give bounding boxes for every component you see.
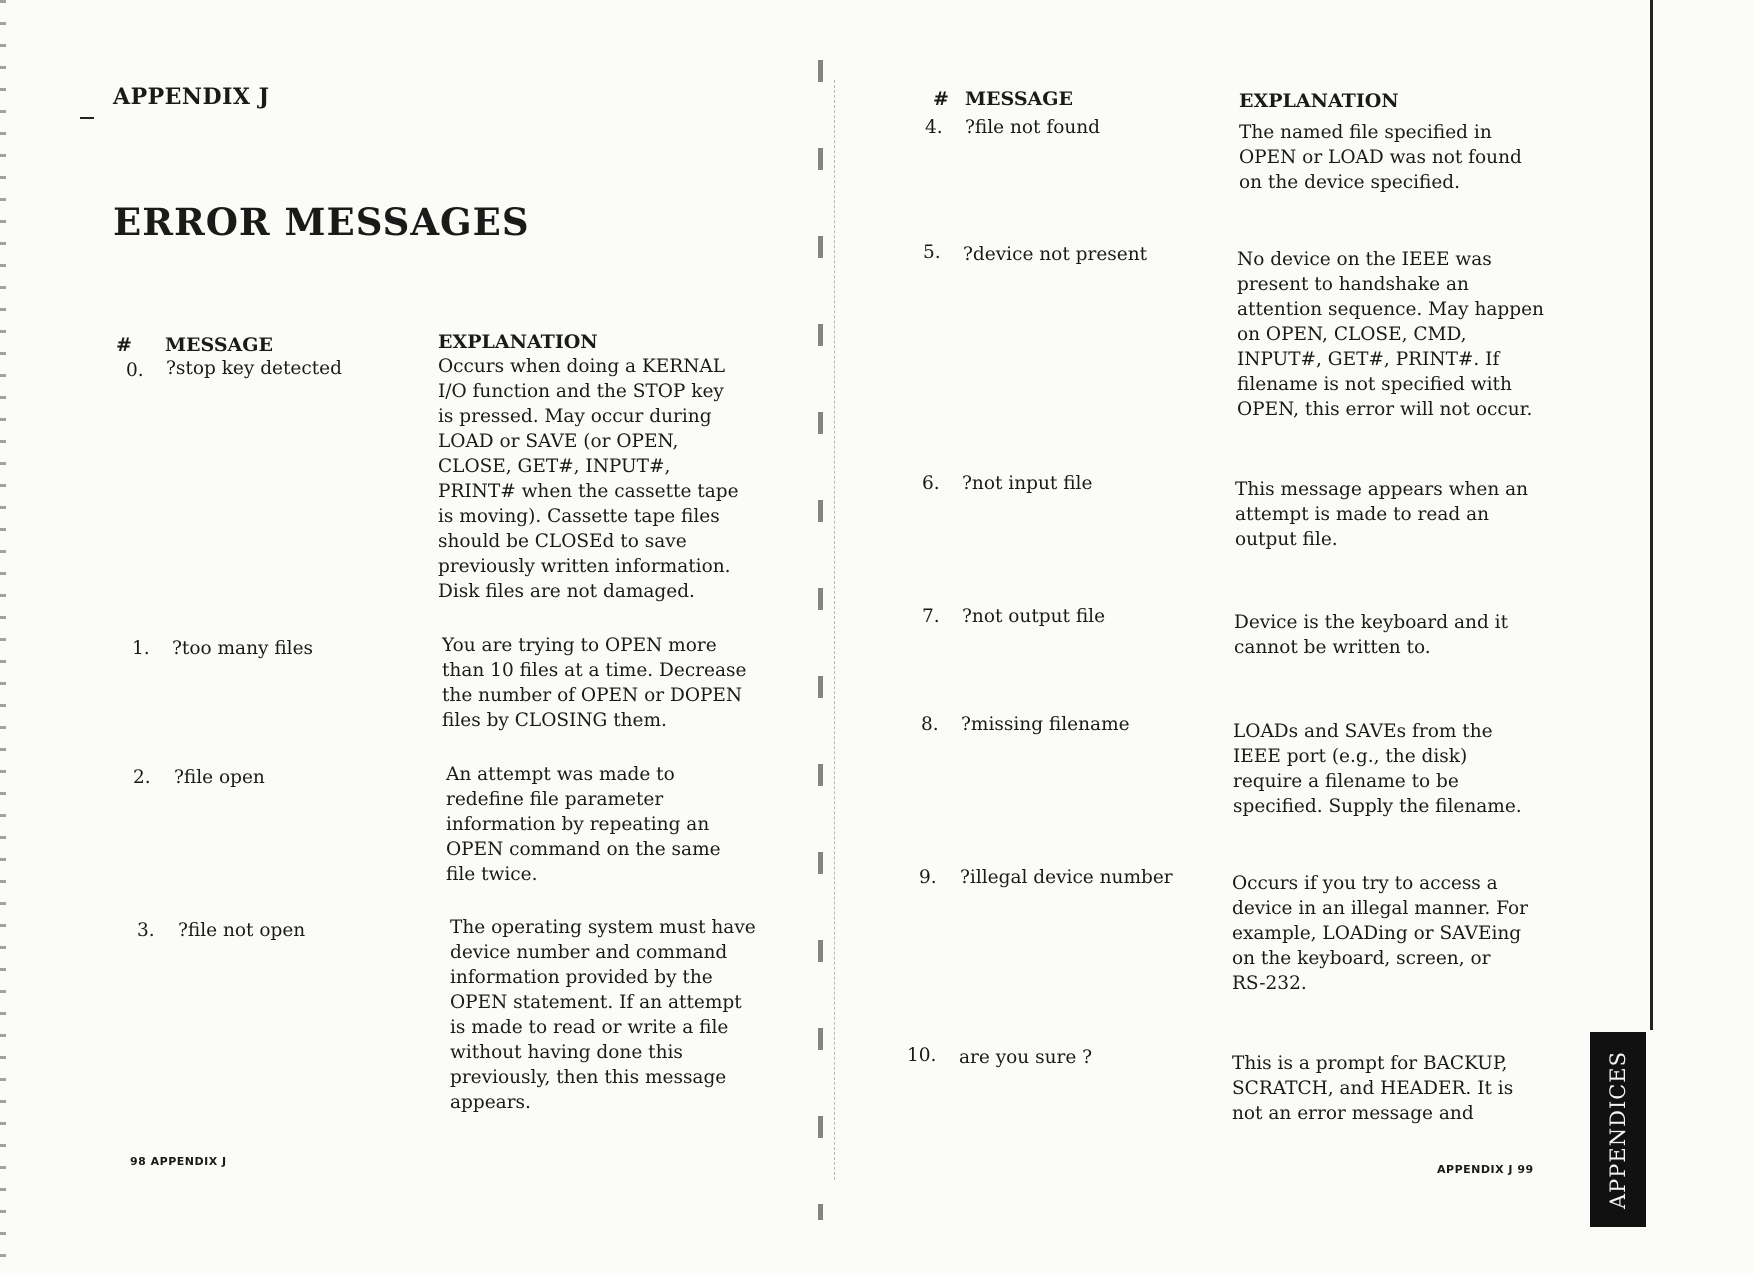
- explanation-line: is made to read or write a file: [450, 1017, 729, 1038]
- explanation-line: Device is the keyboard and it: [1234, 612, 1509, 633]
- explanation-line: device number and command: [450, 942, 728, 963]
- explanation-line: without having done this: [450, 1042, 683, 1063]
- entry-number: 10.: [907, 1045, 937, 1066]
- explanation-line: filename is not specified with: [1237, 374, 1512, 395]
- entry-explanation: [450, 915, 790, 1115]
- entry-message: ?stop key detected: [166, 358, 342, 379]
- entry-number: 5.: [923, 242, 941, 263]
- entry-explanation: [1234, 610, 1574, 660]
- explanation-line: on OPEN, CLOSE, CMD,: [1237, 324, 1467, 345]
- explanation-line: information provided by the: [450, 967, 713, 988]
- entry-explanation: [1235, 477, 1575, 552]
- explanation-line: files by CLOSING them.: [442, 710, 667, 731]
- side-tab-label: APPENDICES: [1606, 1050, 1631, 1209]
- explanation-line: on the keyboard, screen, or: [1232, 948, 1491, 969]
- explanation-line: Disk files are not damaged.: [438, 581, 695, 602]
- explanation-line: is moving). Cassette tape files: [438, 506, 720, 527]
- explanation-line: INPUT#, GET#, PRINT#. If: [1237, 349, 1500, 370]
- appendices-side-tab: [1590, 1032, 1646, 1227]
- entry-explanation: [1237, 247, 1577, 422]
- page-footer: 98 APPENDIX J: [130, 1155, 227, 1168]
- entry-explanation: [442, 633, 782, 733]
- entry-message: ?file not found: [965, 117, 1101, 138]
- explanation-line: cannot be written to.: [1234, 637, 1431, 658]
- explanation-line: IEEE port (e.g., the disk): [1233, 746, 1468, 767]
- explanation-line: The operating system must have: [450, 917, 756, 938]
- column-header-message: MESSAGE: [165, 334, 273, 356]
- entry-message: ?not output file: [962, 606, 1106, 627]
- explanation-line: The named file specified in: [1239, 122, 1492, 143]
- explanation-line: attention sequence. May happen: [1237, 299, 1544, 320]
- explanation-line: LOAD or SAVE (or OPEN,: [438, 431, 679, 452]
- explanation-line: previously written information.: [438, 556, 731, 577]
- explanation-line: PRINT# when the cassette tape: [438, 481, 739, 502]
- column-header-explanation: EXPLANATION: [1239, 90, 1399, 112]
- explanation-line: This message appears when an: [1235, 479, 1529, 500]
- explanation-line: present to handshake an: [1237, 274, 1469, 295]
- explanation-line: is pressed. May occur during: [438, 406, 712, 427]
- explanation-line: RS-232.: [1232, 973, 1307, 994]
- explanation-line: should be CLOSEd to save: [438, 531, 687, 552]
- entry-explanation: [1239, 120, 1579, 195]
- explanation-line: LOADs and SAVEs from the: [1233, 721, 1493, 742]
- entry-number: 4.: [925, 117, 943, 138]
- explanation-line: output file.: [1235, 529, 1338, 550]
- entry-explanation: [446, 762, 786, 887]
- explanation-line: redefine file parameter: [446, 789, 664, 810]
- explanation-line: You are trying to OPEN more: [442, 635, 717, 656]
- entry-message: ?file not open: [178, 920, 306, 941]
- explanation-line: previously, then this message: [450, 1067, 727, 1088]
- entry-message: ?missing filename: [961, 714, 1130, 735]
- page-title: ERROR MESSAGES: [113, 200, 530, 244]
- column-header-num: #: [116, 334, 132, 356]
- entry-number: 8.: [921, 714, 939, 735]
- explanation-line: OPEN statement. If an attempt: [450, 992, 742, 1013]
- explanation-line: No device on the IEEE was: [1237, 249, 1492, 270]
- entry-message: are you sure ?: [959, 1047, 1093, 1068]
- column-header-explanation: EXPLANATION: [438, 331, 598, 353]
- explanation-line: OPEN or LOAD was not found: [1239, 147, 1522, 168]
- entry-message: ?too many files: [172, 638, 314, 659]
- explanation-line: example, LOADing or SAVEing: [1232, 923, 1522, 944]
- entry-explanation: [438, 354, 778, 604]
- explanation-line: OPEN command on the same: [446, 839, 721, 860]
- entry-number: 0.: [126, 360, 144, 381]
- entry-message: ?device not present: [963, 244, 1148, 265]
- explanation-line: Occurs when doing a KERNAL: [438, 356, 726, 377]
- explanation-line: SCRATCH, and HEADER. It is: [1232, 1078, 1514, 1099]
- entry-explanation: [1232, 871, 1572, 996]
- entry-explanation: [1233, 719, 1573, 819]
- explanation-line: device in an illegal manner. For: [1232, 898, 1528, 919]
- explanation-line: OPEN, this error will not occur.: [1237, 399, 1533, 420]
- column-header-num: #: [933, 88, 949, 110]
- explanation-line: I/O function and the STOP key: [438, 381, 724, 402]
- entry-number: 7.: [922, 606, 940, 627]
- entry-message: ?illegal device number: [960, 867, 1173, 888]
- explanation-line: not an error message and: [1232, 1103, 1474, 1124]
- appendix-label: APPENDIX J: [113, 84, 270, 110]
- entry-number: 1.: [132, 638, 150, 659]
- entry-number: 9.: [919, 867, 937, 888]
- page-footer: APPENDIX J 99: [1437, 1163, 1534, 1176]
- entry-explanation: [1232, 1051, 1572, 1126]
- entry-message: ?file open: [174, 767, 265, 788]
- explanation-line: the number of OPEN or DOPEN: [442, 685, 743, 706]
- margin-mark: [80, 117, 94, 119]
- explanation-line: require a filename to be: [1233, 771, 1459, 792]
- entry-number: 3.: [137, 920, 155, 941]
- explanation-line: attempt is made to read an: [1235, 504, 1490, 525]
- column-header-message: MESSAGE: [965, 88, 1073, 110]
- entry-number: 6.: [922, 473, 940, 494]
- explanation-line: information by repeating an: [446, 814, 710, 835]
- explanation-line: than 10 files at a time. Decrease: [442, 660, 747, 681]
- explanation-line: file twice.: [446, 864, 538, 885]
- explanation-line: specified. Supply the filename.: [1233, 796, 1522, 817]
- entry-number: 2.: [133, 767, 151, 788]
- explanation-line: CLOSE, GET#, INPUT#,: [438, 456, 671, 477]
- explanation-line: Occurs if you try to access a: [1232, 873, 1498, 894]
- explanation-line: appears.: [450, 1092, 531, 1113]
- explanation-line: on the device specified.: [1239, 172, 1461, 193]
- explanation-line: An attempt was made to: [446, 764, 675, 785]
- entry-message: ?not input file: [962, 473, 1093, 494]
- explanation-line: This is a prompt for BACKUP,: [1232, 1053, 1508, 1074]
